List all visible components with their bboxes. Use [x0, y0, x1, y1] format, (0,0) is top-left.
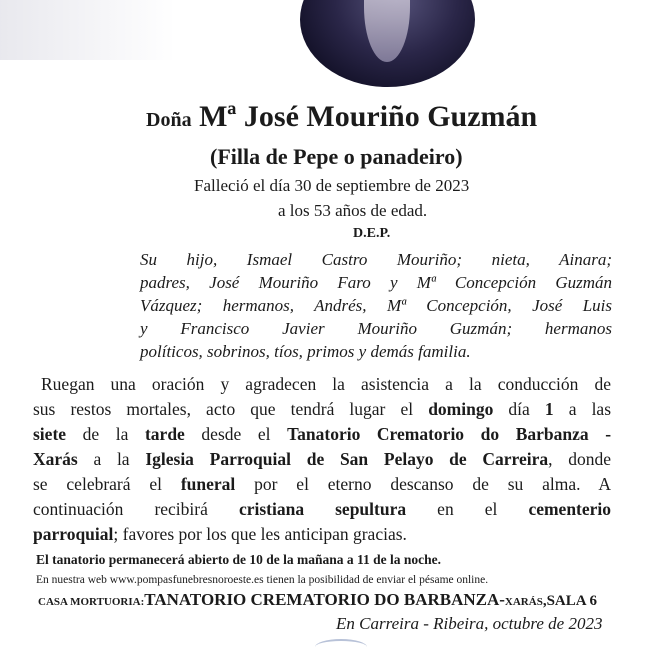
- ceremony-line: continuación recibirá cristiana sepultura en el cementerio: [33, 499, 612, 519]
- portrait-photo: [300, 0, 475, 87]
- casa-name: TANATORIO CREMATORIO DO BARBANZA-: [144, 590, 505, 609]
- casa-sala: ,SALA 6: [542, 593, 598, 609]
- burial: cristiana sepultura: [238, 499, 407, 519]
- departure-place: Tanatorio Crematorio do Barbanza -: [287, 424, 612, 444]
- nickname: (Filla de Pepe o panadeiro): [210, 144, 463, 169]
- death-date: Falleció el día 30 de septiembre de 2023: [194, 176, 470, 195]
- casa-place: XARÁS: [504, 596, 543, 608]
- family-line: padres, José Mouriño Faro y Mª Concepción Guzmán: [140, 273, 612, 292]
- funeral: funeral: [180, 474, 236, 494]
- family-line: políticos, sobrinos, tíos, primos y demás familia.: [140, 342, 471, 361]
- ceremony-line: siete de la tarde desde el Tanatorio Crematorio do Barbanza -: [33, 424, 612, 444]
- place-and-date: En Carreira - Ribeira, octubre de 2023: [336, 614, 603, 633]
- church: Iglesia Parroquial de San Pelayo de Carreira: [145, 449, 549, 469]
- ceremony-line: Xarás a la Iglesia Parroquial de San Pelayo de Carreira, donde: [33, 449, 612, 469]
- ceremony-details: [33, 372, 611, 547]
- portrait-hair: [364, 0, 410, 62]
- full-name: Mª José Mouriño Guzmán: [199, 100, 538, 133]
- hour: siete: [33, 424, 67, 444]
- cemetery: cementerio: [528, 499, 612, 519]
- casa-label: CASA MORTUORIA:: [38, 596, 145, 608]
- cemetery-2: parroquial: [33, 524, 114, 544]
- funeral-home: [38, 590, 597, 610]
- ceremony-line: sus restos mortales, acto que tendrá lugar el domingo día 1 a las: [33, 399, 612, 419]
- web-notice: En nuestra web www.pompasfunebresnoroeste.es tienen la posibilidad de enviar el pésame online.: [36, 574, 489, 586]
- family-line: Su hijo, Ismael Castro Mouriño; nieta, Ainara;: [140, 250, 612, 269]
- ceremony-line: Ruegan una oración y agradecen la asistencia a la conducción de: [41, 374, 611, 394]
- family-list: [140, 248, 612, 363]
- day-number: 1: [544, 399, 554, 419]
- ornament-icon: [315, 639, 367, 655]
- family-line: Vázquez; hermanos, Andrés, Mª Concepción, José Luis: [140, 296, 612, 315]
- day-name: domingo: [428, 399, 494, 419]
- faded-background-text: [0, 0, 175, 60]
- name-prefix: Doña: [146, 109, 192, 131]
- time-of-day: tarde: [144, 424, 185, 444]
- age: a los 53 años de edad.: [278, 201, 428, 220]
- family-line: y Francisco Javier Mouriño Guzmán; hermanos: [140, 319, 612, 338]
- departure-place-2: Xarás: [33, 449, 78, 469]
- deceased-name: [146, 100, 537, 134]
- ceremony-line: se celebrará el funeral por el eterno descanso de su alma. A: [33, 474, 612, 494]
- website-link[interactable]: www.pompasfunebresnoroeste.es: [109, 574, 264, 586]
- tanatorio-hours: El tanatorio permanecerá abierto de 10 de la mañana a 11 de la noche.: [36, 552, 441, 567]
- ceremony-line: parroquial; favores por los que les anticipan gracias.: [33, 524, 407, 544]
- dep-label: D.E.P.: [353, 226, 391, 241]
